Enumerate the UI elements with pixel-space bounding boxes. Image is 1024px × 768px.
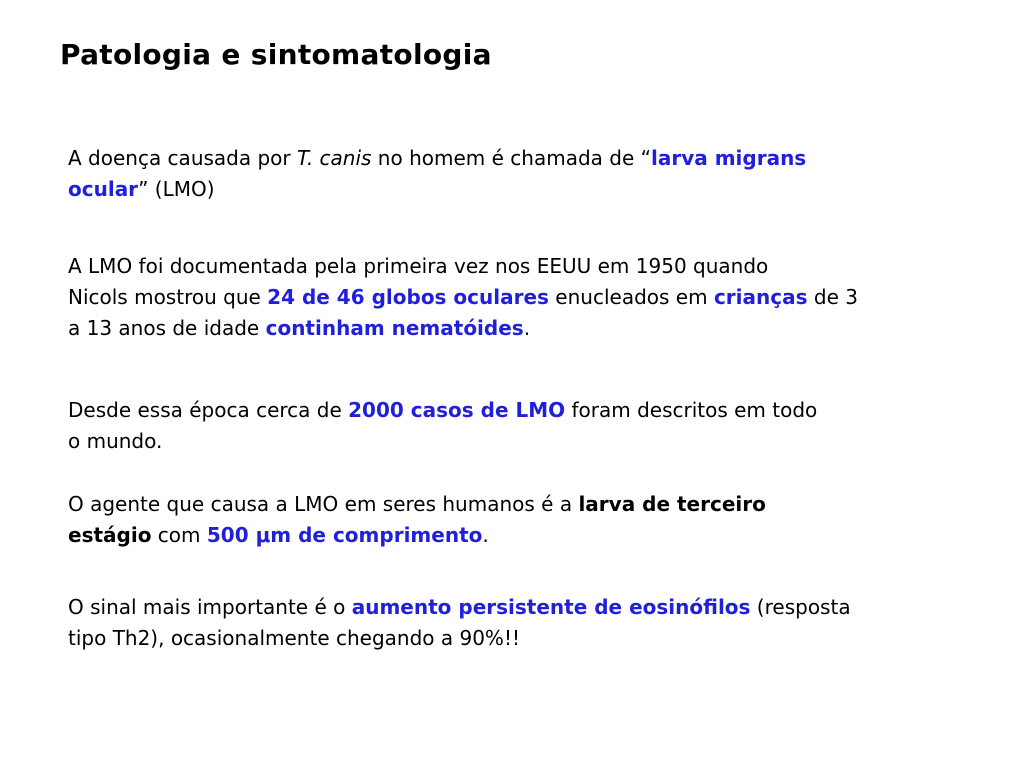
text: ” (LMO) <box>138 177 215 201</box>
paragraph-agent <box>68 489 968 551</box>
slide-title: Patologia e sintomatologia <box>60 38 492 71</box>
species-name: T. canis <box>296 146 372 170</box>
text: enucleados em <box>548 285 714 309</box>
bold-term: estágio <box>68 523 152 547</box>
text: (resposta <box>750 595 851 619</box>
text: Nicols mostrou que <box>68 285 268 309</box>
text: . <box>482 523 489 547</box>
highlight-term: crianças <box>713 285 808 309</box>
text: com <box>151 523 207 547</box>
text: o mundo. <box>68 429 163 453</box>
text: a 13 anos de idade <box>68 316 266 340</box>
text: A LMO foi documentada pela primeira vez nos EEUU em 1950 quando <box>68 254 769 278</box>
text: Desde essa época cerca de <box>68 398 349 422</box>
paragraph-sign <box>68 592 968 654</box>
text: no homem é chamada de “ <box>371 146 651 170</box>
paragraph-history <box>68 251 968 344</box>
bold-term: larva de terceiro <box>578 492 766 516</box>
highlight-term: 500 μm de comprimento <box>206 523 483 547</box>
paragraph-cases <box>68 395 968 457</box>
text: O sinal mais importante é o <box>68 595 352 619</box>
highlight-term: 24 de 46 globos oculares <box>267 285 549 309</box>
text: O agente que causa a LMO em seres humanos é a <box>68 492 579 516</box>
highlight-term: aumento persistente de eosinófilos <box>351 595 751 619</box>
text: tipo Th2), ocasionalmente chegando a 90%!! <box>68 626 520 650</box>
text: foram descritos em todo <box>565 398 818 422</box>
text: de 3 <box>807 285 858 309</box>
paragraph-lmo-definition <box>68 143 968 205</box>
text: . <box>523 316 531 340</box>
text: A doença causada por <box>68 146 297 170</box>
highlight-term: 2000 casos de LMO <box>348 398 566 422</box>
highlight-term: larva migrans <box>650 146 807 170</box>
highlight-term: ocular <box>68 177 139 201</box>
highlight-term: continham nematóides <box>265 316 524 340</box>
